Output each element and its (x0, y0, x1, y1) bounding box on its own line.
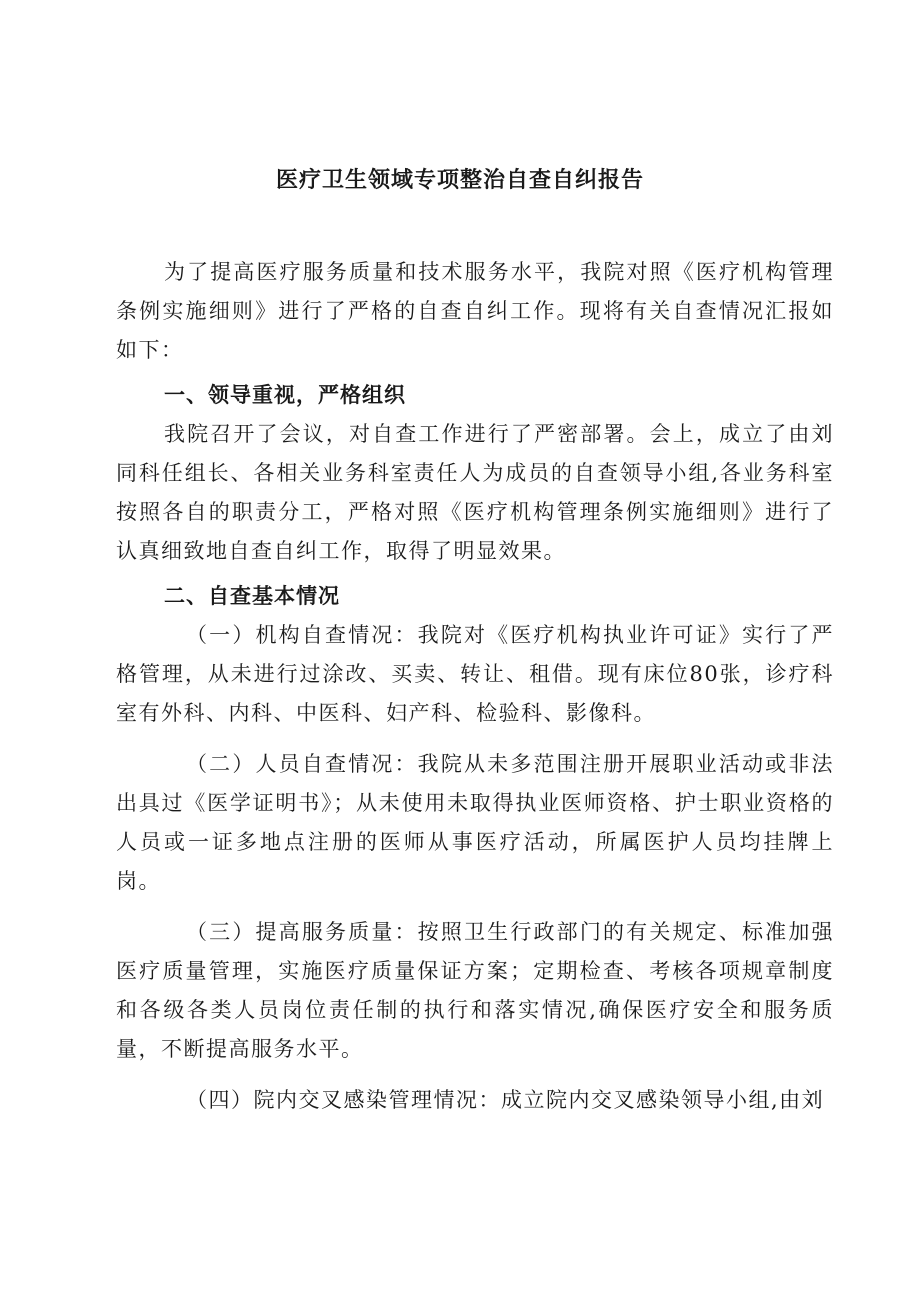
section-2-heading: 二、自查基本情况 (164, 584, 340, 608)
section-2-item-4: （四）院内交叉感染管理情况：成立院内交叉感染领导小组,由刘 (186, 1088, 825, 1112)
section-2-item-2: （二）人员自查情况：我院从未多范围注册开展职业活动或非法出具过《医学证明书》；从未使用未取得执业医师资格、护士职业资格的人员或一证多地点注册的医师从事医疗活动，所属医护人员均挂牌上岗。 (116, 752, 834, 893)
section-1-paragraph: 我院召开了会议，对自查工作进行了严密部署。会上，成立了由刘同科任组长、各相关业务科室责任人为成员的自查领导小组,各业务科室按照各自的职责分工，严格对照《医疗机构管理条例实施细则》进行了认真细致地自查自纠工作，取得了明显效果。 (116, 422, 834, 563)
section-2-item-1: （一）机构自查情况：我院对《医疗机构执业许可证》实行了严格管理，从未进行过涂改、买卖、转让、租借。现有床位80张，诊疗科室有外科、内科、中医科、妇产科、检验科、影像科。 (116, 623, 834, 725)
section-2-item-3: （三）提高服务质量：按照卫生行政部门的有关规定、标准加强医疗质量管理，实施医疗质量保证方案；定期检查、考核各项规章制度和各级各类人员岗位责任制的执行和落实情况,确保医疗安全和服务质量，不断提高服务水平。 (116, 920, 834, 1061)
section-1-heading: 一、领导重视，严格组织 (164, 383, 406, 407)
document-body (116, 253, 834, 1120)
intro-paragraph: 为了提高医疗服务质量和技术服务水平，我院对照《医疗机构管理条例实施细则》进行了严格的自查自纠工作。现将有关自查情况汇报如如下： (116, 260, 834, 362)
document-title: 医疗卫生领域专项整治自查自纠报告 (275, 168, 644, 193)
